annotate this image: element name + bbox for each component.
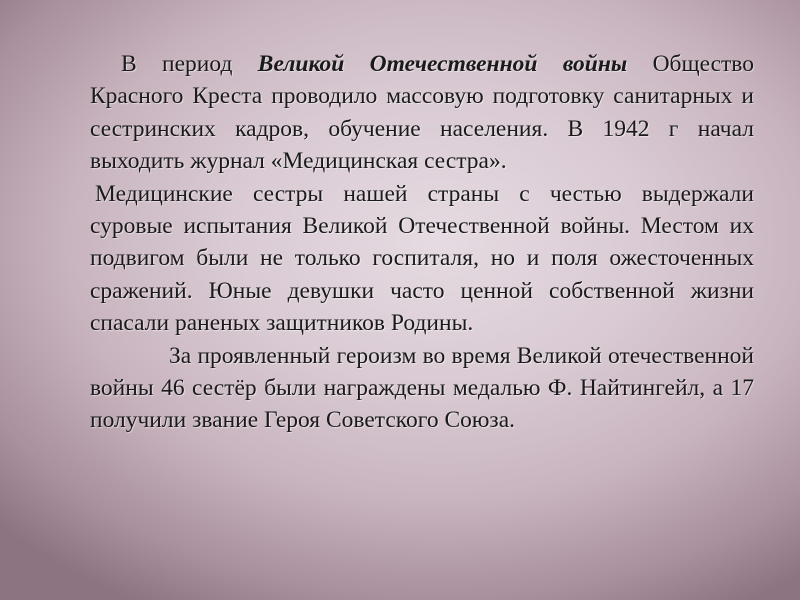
slide-text-block <box>90 48 754 437</box>
paragraph-heroism-awards: За проявленный героизм во время Великой отечественной войны 46 сестёр были награждены медалью Ф. Найтингейл, а 17 получили звание Героя Советского Союза. <box>90 342 754 434</box>
paragraph-nurses-trials: Медицинские сестры нашей страны с честью выдержали суровые испытания Великой Отечественной войны. Местом их подвигом были не только госпиталя, но и поля ожесточенных сражений. Юные девушки часто ценной собственной жизни спасали раненых защитников Родины. <box>90 180 754 337</box>
paragraph-red-cross-intro: В период <box>121 51 258 77</box>
great-patriotic-war-emphasis: Великой Отечественной войны <box>257 51 628 77</box>
paragraph-red-cross-body: Общество Красного Креста проводило массовую подготовку санитарных и сестринских кадров, обучение населения. В 1942 г начал выходить журнал «Медицинская сестра». <box>90 51 754 175</box>
paragraph-red-cross <box>90 48 754 178</box>
